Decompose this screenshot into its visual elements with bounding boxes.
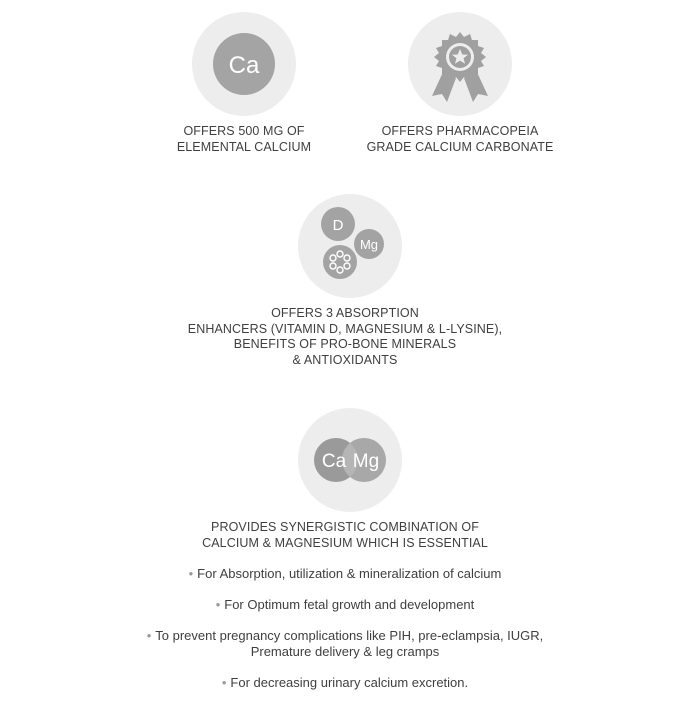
- caption-line: & ANTIOXIDANTS: [292, 352, 398, 367]
- list-item-text: For decreasing urinary calcium excretion.: [230, 675, 469, 690]
- list-item-text: For Absorption, utilization & mineralization of calcium: [197, 566, 502, 581]
- benefits-list: [0, 566, 690, 706]
- bullet-dot: •: [146, 628, 152, 643]
- caption-line: ELEMENTAL CALCIUM: [176, 139, 312, 154]
- caption-line: PROVIDES SYNERGISTIC COMBINATION OF: [211, 520, 479, 534]
- caption-line: BENEFITS OF PRO-BONE MINERALS: [233, 337, 457, 351]
- list-item-text: For Optimum fetal growth and development: [224, 597, 475, 612]
- list-item: [0, 675, 690, 691]
- calcium-magnesium-icon: [298, 408, 402, 512]
- list-item-text: Premature delivery & leg cramps: [250, 644, 440, 659]
- calcium-icon: [192, 12, 296, 116]
- feature-caption-absorption: [145, 306, 545, 368]
- list-item-text: To prevent pregnancy complications like PIH, pre-eclampsia, IUGR,: [155, 628, 544, 643]
- absorption-enhancers-icon: [298, 194, 402, 298]
- caption-line: CALCIUM & MAGNESIUM WHICH IS ESSENTIAL: [202, 535, 488, 550]
- bullet-dot: •: [215, 597, 221, 612]
- feature-caption-calcium: [144, 124, 344, 155]
- award-ribbon-icon: [408, 12, 512, 116]
- calcium-label: Ca: [321, 451, 347, 472]
- list-item: [0, 628, 690, 660]
- magnesium-label: Mg: [359, 237, 379, 252]
- caption-line: GRADE CALCIUM CARBONATE: [366, 139, 554, 154]
- list-item: [0, 597, 690, 613]
- bullet-dot: •: [221, 675, 227, 690]
- calcium-icon-label: Ca: [228, 52, 260, 79]
- vitamin-d-label: D: [332, 217, 344, 234]
- caption-line: OFFERS 3 ABSORPTION: [271, 306, 419, 320]
- list-item: [0, 566, 690, 582]
- magnesium-label: Mg: [352, 451, 380, 472]
- feature-caption-pharmacopeia: [360, 124, 560, 155]
- bullet-dot: •: [188, 566, 194, 581]
- feature-caption-ca-mg: [145, 520, 545, 551]
- caption-line: ENHANCERS (VITAMIN D, MAGNESIUM & L-LYSINE),: [187, 321, 503, 336]
- caption-line: OFFERS PHARMACOPEIA: [381, 124, 539, 138]
- caption-line: OFFERS 500 MG OF: [183, 124, 305, 138]
